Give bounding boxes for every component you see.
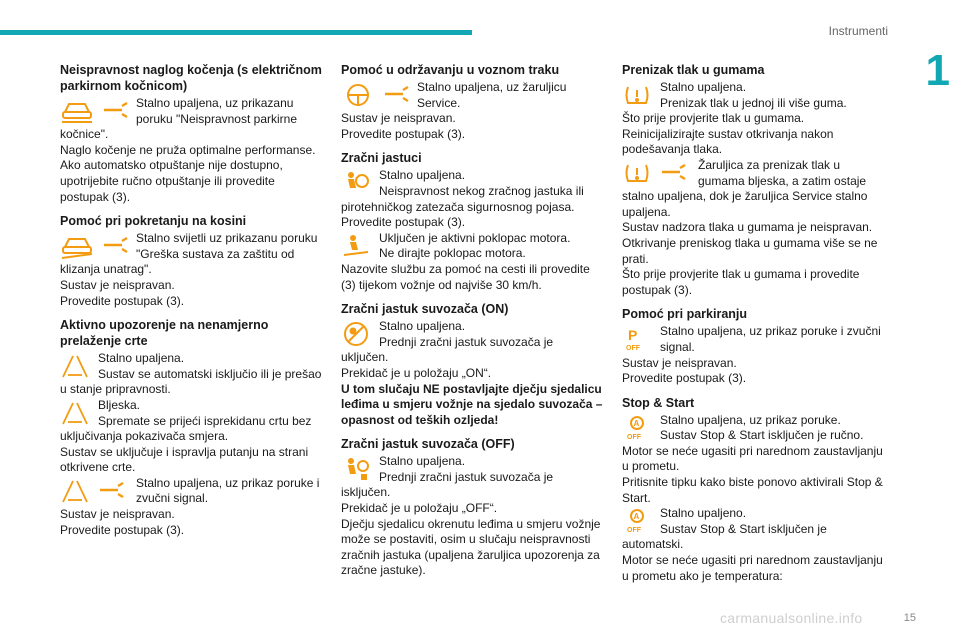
icon-description: Neispravnost nekog zračnog jastuka ili pirotehničkog zatezača sigurnosnog pojasa. bbox=[341, 183, 584, 214]
icon-state: Stalno upaljena. bbox=[98, 351, 185, 366]
icon-description: Prenizak tlak u jednoj ili više guma. bbox=[660, 95, 847, 110]
warning-entry bbox=[60, 398, 322, 445]
warning-entry bbox=[341, 168, 603, 215]
icon-description: Sustav Stop & Start isključen je ručno. bbox=[660, 428, 864, 443]
icon-description: Sustav Stop & Start isključen je automatski. bbox=[622, 521, 827, 552]
icon-description: Stalno upaljena, uz prikaz poruke i zvučni signal. bbox=[136, 475, 320, 506]
icon-state: Stalno upaljena. bbox=[379, 168, 466, 183]
paragraph: Nazovite službu za pomoć na cesti ili provedite (3) tijekom vožnje od najviše 30 km/h. bbox=[341, 261, 590, 292]
passenger-airbag-off-icon bbox=[341, 456, 371, 482]
column-1 bbox=[60, 62, 322, 538]
chapter-number: 1 bbox=[925, 46, 950, 95]
icon-state: Stalno upaljena. bbox=[379, 454, 466, 469]
header-accent-bar bbox=[0, 30, 472, 35]
heading-airbags: Zračni jastuci bbox=[341, 151, 422, 166]
warning-entry bbox=[622, 324, 884, 355]
icon-description: Prednji zračni jastuk suvozača je isključen. bbox=[341, 469, 554, 500]
column-2 bbox=[341, 62, 603, 579]
wrench-service-icon bbox=[381, 82, 411, 104]
icon-description: Stalno upaljena, uz žaruljicu Service. bbox=[417, 80, 567, 110]
icon-description: Sustav se automatski isključio ili je prešao u stanje pripravnosti. bbox=[60, 366, 322, 397]
paragraph: Sustav se uključuje i ispravlja putanju na strani otkrivene crte. bbox=[60, 444, 309, 475]
svg-text:OFF: OFF bbox=[626, 345, 640, 353]
tyre-pressure-icon bbox=[622, 160, 652, 186]
airbag-icon bbox=[341, 170, 371, 196]
tyre-pressure-icon bbox=[622, 82, 652, 108]
heading-stop-start: Stop & Start bbox=[622, 395, 695, 410]
paragraph: Provedite postupak (3). bbox=[60, 293, 185, 308]
paragraph: Reinicijalizirajte sustav otkrivanja nakon podešavanja tlaka. bbox=[622, 126, 834, 157]
icon-description: Prednji zračni jastuk suvozača je uključen. bbox=[341, 334, 554, 365]
stop-start-off-icon bbox=[622, 508, 652, 534]
heading-low-tyre-pressure: Prenizak tlak u gumama bbox=[622, 63, 765, 77]
paragraph: Što prije provjerite tlak u gumama. bbox=[622, 111, 805, 126]
paragraph: Dječju sjedalicu okrenutu leđima u smjeru vožnje može se postaviti, osim u slučaju neispravnosti zračnih jastuka (upaljena žaruljica upozorenja za zračne jastuke). bbox=[341, 516, 601, 578]
watermark: carmanualsonline.info bbox=[720, 610, 863, 626]
steering-wheel-icon bbox=[341, 82, 375, 108]
warning-entry bbox=[341, 319, 603, 366]
heading-lane-keeping-assist: Pomoć u održavanju u voznom traku bbox=[341, 63, 560, 77]
paragraph: Motor se neće ugasiti pri narednom zaustavljanju u prometu. bbox=[622, 443, 883, 474]
warning-entry bbox=[60, 96, 322, 143]
parking-off-icon bbox=[622, 326, 652, 352]
icon-description: Spremate se prijeći isprekidanu crtu bez uključivanja pokazivača smjera. bbox=[60, 413, 312, 444]
warning-entry bbox=[341, 80, 603, 111]
warning-entry bbox=[341, 454, 603, 501]
paragraph: Sustav je neispravan. bbox=[60, 277, 175, 292]
page-number: 15 bbox=[903, 612, 916, 624]
passenger-airbag-on-icon bbox=[341, 321, 371, 347]
icon-state: Stalno upaljena. bbox=[660, 80, 747, 94]
paragraph: Otkrivanje preniskog tlaka u gumama više se ne prati. bbox=[622, 235, 878, 266]
wrench-service-icon bbox=[100, 98, 130, 120]
heading-emergency-braking-fault: Neispravnost naglog kočenja (s električnom parkirnom kočnicom) bbox=[60, 63, 322, 93]
warning-entry bbox=[622, 413, 884, 444]
svg-text:OFF: OFF bbox=[627, 433, 641, 441]
icon-description: Ne dirajte poklopac motora. bbox=[379, 246, 526, 261]
lane-departure-icon bbox=[60, 400, 90, 426]
paragraph: Provedite postupak (3). bbox=[622, 371, 747, 386]
wrench-service-icon bbox=[96, 478, 126, 500]
heading-lane-departure: Aktivno upozorenje na nenamjerno prelaženje crte bbox=[60, 318, 269, 349]
paragraph: Sustav je neispravan. bbox=[622, 355, 737, 370]
paragraph: Naglo kočenje ne pruža optimalne performanse. bbox=[60, 142, 316, 157]
warning-entry bbox=[622, 80, 884, 111]
paragraph: Provedite postupak (3). bbox=[341, 126, 466, 141]
heading-passenger-airbag-on: Zračni jastuk suvozača (ON) bbox=[341, 302, 509, 317]
column-3 bbox=[622, 62, 884, 584]
warning-entry bbox=[60, 476, 322, 507]
wrench-service-icon bbox=[100, 233, 130, 255]
icon-state: Stalno upaljena, uz prikaz poruke. bbox=[660, 412, 841, 427]
paragraph: Prekidač je u položaju „OFF“. bbox=[341, 501, 498, 516]
icon-state: Stalno upaljena. bbox=[379, 319, 466, 334]
svg-text:A: A bbox=[633, 418, 640, 428]
warning-text: U tom slučaju NE postavljajte dječju sjedalicu leđima u smjeru vožnje na sjedalo suvozača – opasnost od teških ozljeda! bbox=[341, 381, 603, 427]
warning-entry bbox=[60, 231, 322, 278]
svg-text:A: A bbox=[633, 512, 640, 522]
paragraph: Prekidač je u položaju „ON“. bbox=[341, 365, 492, 380]
paragraph: Sustav je neispravan. bbox=[341, 111, 456, 126]
warning-entry bbox=[622, 506, 884, 553]
icon-description: Stalno upaljena, uz prikazanu poruku "Neispravnost parkirne kočnice". bbox=[60, 96, 298, 142]
paragraph: Motor se neće ugasiti pri narednom zaustavljanju u prometu ako je temperatura: bbox=[622, 553, 883, 583]
lane-departure-icon bbox=[60, 478, 90, 504]
heading-park-assist: Pomoć pri parkiranju bbox=[622, 307, 748, 322]
paragraph: Sustav je neispravan. bbox=[60, 507, 175, 522]
icon-state: Uključen je aktivni poklopac motora. bbox=[379, 230, 571, 245]
heading-passenger-airbag-off: Zračni jastuk suvozača (OFF) bbox=[341, 437, 515, 452]
icon-state: Stalno upaljeno. bbox=[660, 506, 747, 521]
paragraph: Ako automatsko otpuštanje nije dostupno, upotrijebite ručno otpuštanje ili provedite postupak (3). bbox=[60, 158, 283, 204]
car-hill-warning-icon bbox=[60, 233, 94, 259]
icon-state: Bljeska. bbox=[98, 397, 141, 412]
icon-description: Žaruljica za prenizak tlak u gumama bljeska, a zatim ostaje stalno upaljena, dok je žaruljica Service stalno upaljena. bbox=[622, 157, 868, 219]
section-title: Instrumenti bbox=[828, 24, 888, 38]
car-brake-warning-icon bbox=[60, 98, 94, 124]
warning-entry bbox=[341, 231, 603, 262]
svg-text:OFF: OFF bbox=[627, 527, 641, 535]
paragraph: Sustav nadzora tlaka u gumama je neispravan. bbox=[622, 220, 873, 235]
warning-entry bbox=[622, 158, 884, 220]
pedestrian-bonnet-icon bbox=[341, 233, 371, 259]
wrench-service-icon bbox=[658, 160, 688, 182]
paragraph: Provedite postupak (3). bbox=[341, 215, 466, 230]
stop-start-off-icon bbox=[622, 415, 652, 441]
paragraph: Provedite postupak (3). bbox=[60, 522, 185, 537]
paragraph: Pritisnite tipku kako biste ponovo aktivirali Stop & Start. bbox=[622, 475, 883, 505]
warning-entry bbox=[60, 351, 322, 398]
svg-text:P: P bbox=[628, 327, 638, 344]
icon-description: Stalno svijetli uz prikazanu poruku "Greška sustava za zaštitu od klizanja unatrag". bbox=[60, 231, 318, 277]
lane-departure-icon bbox=[60, 353, 90, 379]
heading-hill-start-assist: Pomoć pri pokretanju na kosini bbox=[60, 214, 247, 229]
icon-description: Stalno upaljena, uz prikaz poruke i zvučni signal. bbox=[660, 324, 881, 354]
paragraph: Što prije provjerite tlak u gumama i provedite postupak (3). bbox=[622, 267, 860, 297]
